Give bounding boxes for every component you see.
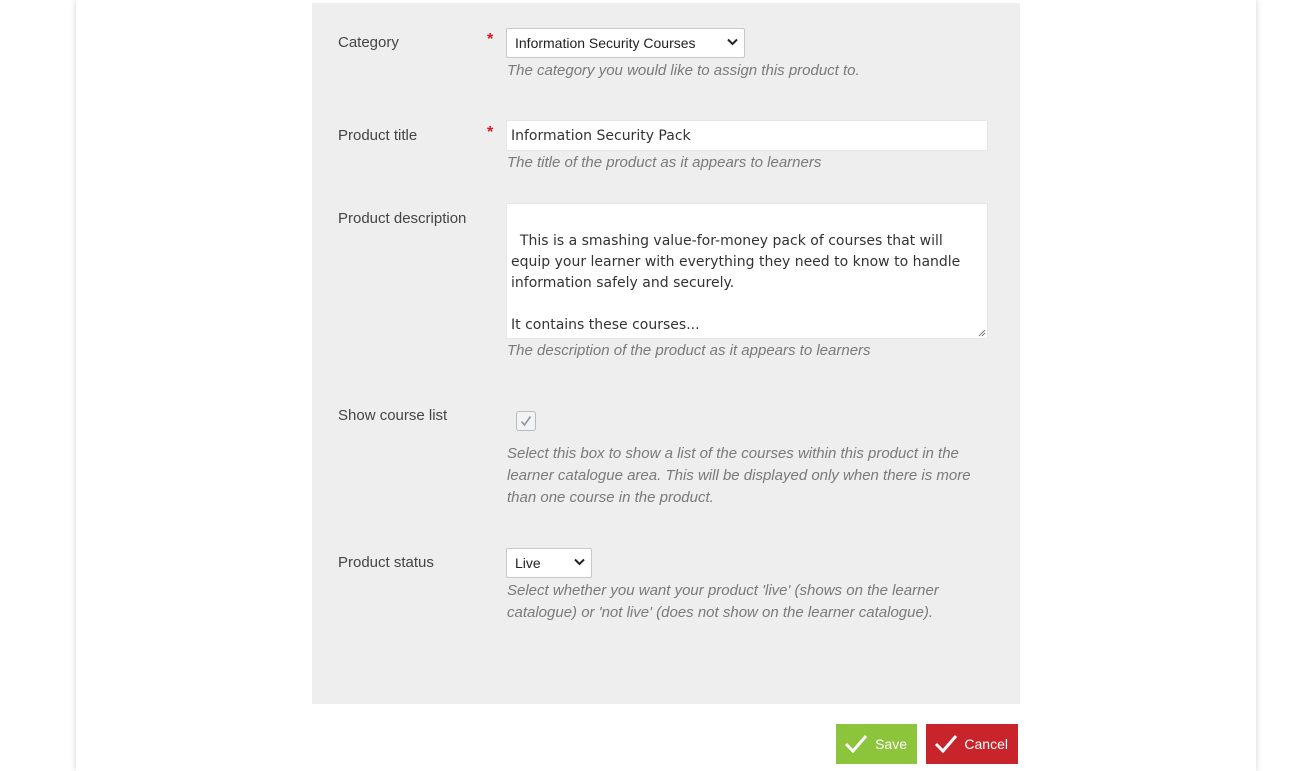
chevron-down-icon [574, 557, 585, 569]
show-course-list-checkbox[interactable] [516, 411, 536, 431]
description-help: The description of the product as it appears to learners [507, 342, 871, 359]
status-select[interactable] [506, 548, 592, 578]
category-selected-value: Information Security Courses [515, 35, 696, 51]
category-required-mark: * [487, 31, 494, 48]
cancel-button-label: Cancel [964, 736, 1008, 752]
title-required-mark: * [487, 124, 494, 141]
checkmark-icon [519, 414, 533, 428]
show-course-list-label: Show course list [338, 407, 448, 424]
product-description-textarea[interactable] [506, 203, 988, 339]
check-icon [934, 733, 958, 755]
save-button-label: Save [875, 736, 907, 752]
description-label: Product description [338, 210, 467, 227]
save-button[interactable] [836, 724, 917, 764]
category-label: Category [338, 34, 399, 51]
resize-handle-icon[interactable] [978, 329, 986, 337]
category-select[interactable] [506, 28, 745, 58]
description-text: This is a smashing value-for-money pack of courses that will equip your learner with everything they need to know to handle information safely and securely. It contains these courses... [511, 233, 961, 333]
status-selected-value: Live [515, 555, 541, 571]
category-help: The category you would like to assign this product to. [507, 62, 860, 79]
chevron-down-icon [727, 37, 738, 49]
title-help: The title of the product as it appears to learners [507, 154, 822, 171]
cancel-button[interactable] [926, 724, 1018, 764]
status-label: Product status [338, 554, 434, 571]
check-icon [844, 733, 868, 755]
status-help: Select whether you want your product 'live' (shows on the learner catalogue) or 'not live' (does not show on the learner catalogue). [507, 582, 939, 621]
product-title-input[interactable]: Information Security Pack [506, 120, 988, 151]
title-label: Product title [338, 127, 418, 144]
show-course-list-help: Select this box to show a list of the courses within this product in the learner catalogue area. This will be displayed only when there is more than one course in the product. [507, 445, 971, 506]
